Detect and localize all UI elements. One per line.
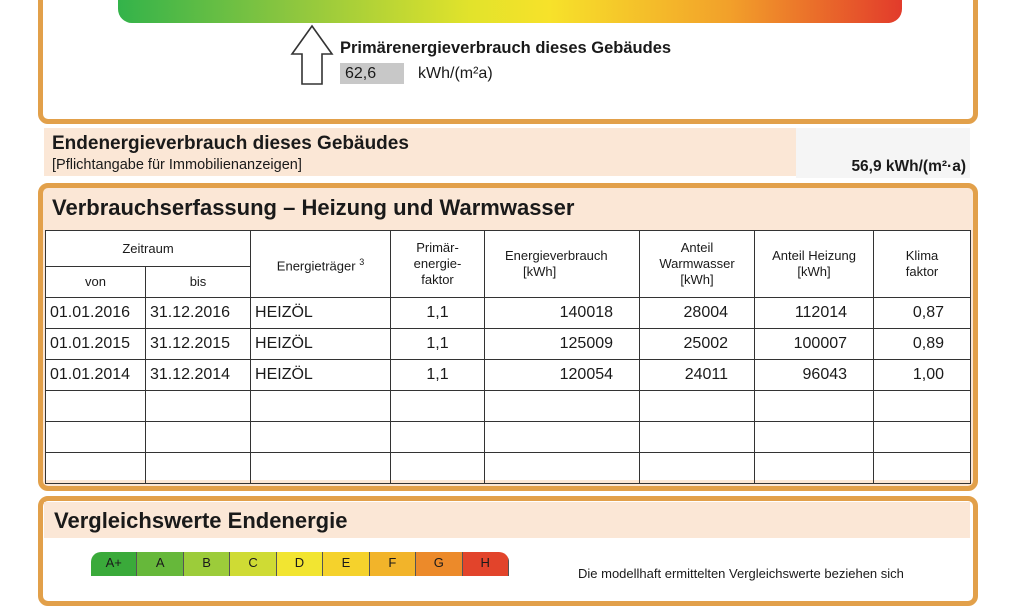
consumption-table-wrap [45,230,970,480]
cell-from: 01.01.2014 [46,360,146,391]
cell-to: 31.12.2015 [146,329,251,360]
cell-climate-factor: 0,89 [874,329,971,360]
primary-energy-unit: kWh/(m²a) [418,65,493,82]
cell-from: 01.01.2016 [46,298,146,329]
consumption-table [45,230,971,484]
header-primary-factor: Primär- energie- faktor [391,231,485,298]
cell-energy-use: 125009 [485,329,640,360]
header-to: bis [146,267,251,298]
header-warm-water: Anteil Warmwasser [kWh] [640,231,755,298]
table-row [46,329,971,360]
table-row-empty [46,453,971,484]
table-row [46,298,971,329]
energy-scale-gradient [118,0,902,23]
cell-heating: 100007 [755,329,874,360]
class-b: B [184,552,230,576]
cell-heating: 112014 [755,298,874,329]
arrow-up-icon [290,24,334,86]
cell-from: 01.01.2015 [46,329,146,360]
class-f: F [370,552,416,576]
table-row-empty [46,391,971,422]
cell-carrier: HEIZÖL [251,329,391,360]
primary-energy-title: Primärenergieverbrauch dieses Gebäudes [340,39,672,57]
consumption-title: Verbrauchserfassung – Heizung und Warmwasser [52,195,575,220]
cell-primary-factor: 1,1 [391,360,485,391]
cell-carrier: HEIZÖL [251,360,391,391]
cell-to: 31.12.2014 [146,360,251,391]
class-c: C [230,552,276,576]
comparison-note: Die modellhaft ermittelten Vergleichswerte beziehen sich [578,566,904,581]
comparison-title: Vergleichswerte Endenergie [54,508,348,533]
end-energy-value: 56,9 kWh/(m²·a) [851,158,966,175]
class-a-plus: A+ [91,552,137,576]
class-d: D [277,552,323,576]
class-g: G [416,552,462,576]
header-from: von [46,267,146,298]
cell-climate-factor: 0,87 [874,298,971,329]
header-carrier: Energieträger $^3$ [251,231,391,298]
cell-primary-factor: 1,1 [391,298,485,329]
cell-warm-water: 24011 [640,360,755,391]
end-energy-subtitle: [Pflichtangabe für Immobilienanzeigen] [52,157,302,173]
end-energy-title: Endenergieverbrauch dieses Gebäudes [52,133,409,154]
header-climate-factor: Klima faktor [874,231,971,298]
table-row-empty [46,422,971,453]
cell-warm-water: 28004 [640,298,755,329]
table-row [46,360,971,391]
primary-energy-value: 62,6 [340,63,404,84]
cell-primary-factor: 1,1 [391,329,485,360]
cell-heating: 96043 [755,360,874,391]
cell-carrier: HEIZÖL [251,298,391,329]
class-h: H [463,552,509,576]
header-heating: Anteil Heizung [kWh] [755,231,874,298]
cell-energy-use: 140018 [485,298,640,329]
header-energy-use: Energieverbrauch [kWh] [485,231,640,298]
class-a: A [137,552,183,576]
class-e: E [323,552,369,576]
cell-climate-factor: 1,00 [874,360,971,391]
cell-to: 31.12.2016 [146,298,251,329]
cell-warm-water: 25002 [640,329,755,360]
efficiency-class-scale [91,552,509,576]
cell-energy-use: 120054 [485,360,640,391]
header-period: Zeitraum [46,231,251,267]
